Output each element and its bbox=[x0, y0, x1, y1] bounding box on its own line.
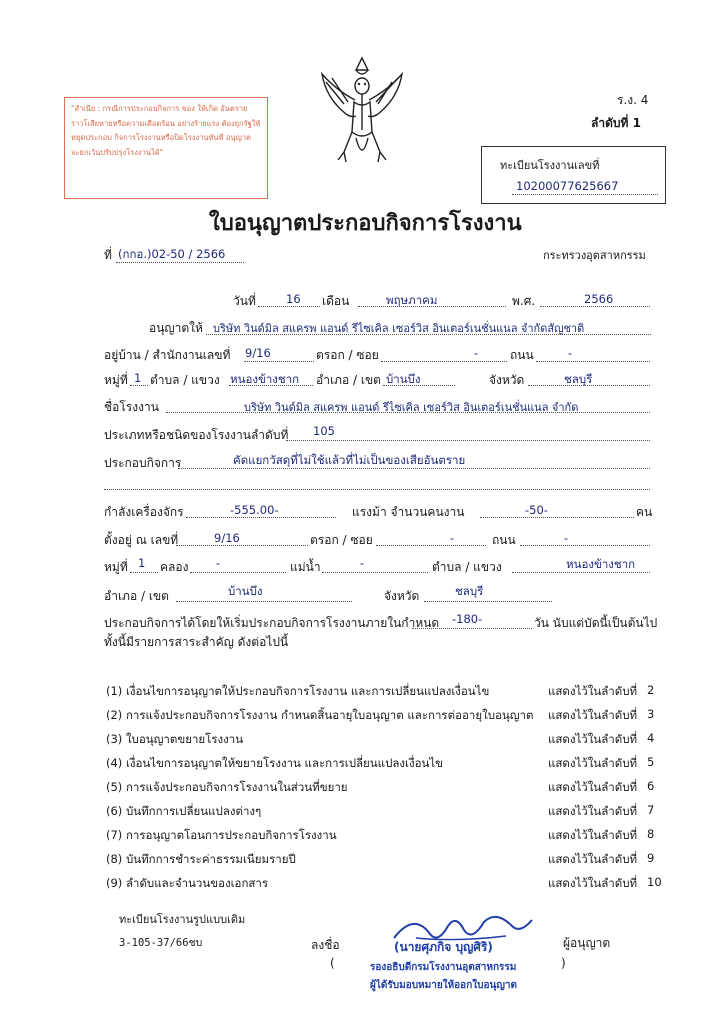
start-text-c: ทั้งนี้มีรายการสาระสำคัญ ดังต่อไปนี้ bbox=[104, 635, 289, 649]
office-province: ชลบุรี bbox=[564, 372, 593, 386]
list-item-num: 10 bbox=[647, 875, 662, 889]
office-tambon-label: ตำบล / แขวง bbox=[150, 373, 220, 387]
machine-value: -555.00- bbox=[230, 503, 279, 517]
list-item-ref: แสดงไว้ในลำดับที่ bbox=[548, 780, 638, 794]
river-label: แม่น้ำ bbox=[290, 560, 321, 574]
office-amphoe-label: อำเภอ / เขต bbox=[316, 373, 381, 387]
list-item: (2) การแจ้งประกอบกิจการโรงงาน กำหนดสิ้นอายุใบอนุญาต และการต่ออายุใบอนุญาต bbox=[106, 708, 534, 722]
list-item-ref: แสดงไว้ในลำดับที่ bbox=[548, 684, 638, 698]
list-item: (7) การอนุญาตโอนการประกอบกิจการโรงงาน bbox=[106, 828, 337, 842]
form-code: ร.ง. 4 bbox=[617, 93, 649, 107]
ministry: กระทรวงอุตสาหกรรม bbox=[543, 249, 646, 262]
list-item-ref: แสดงไว้ในลำดับที่ bbox=[548, 804, 638, 818]
garuda-emblem-icon bbox=[316, 52, 408, 172]
factory-name-value: บริษัท วินด์มิล สแครพ แอนด์ รีไซเคิล เซอร์วิส อินเตอร์เนชั่นแนล จำกัด bbox=[244, 401, 579, 414]
signed-label: ลงชื่อ bbox=[311, 938, 340, 952]
licensee-value: บริษัท วินด์มิล สแครพ แอนด์ รีไซเคิล เซอร์วิส อินเตอร์เนชั่นแนล จำกัดสัญชาติ bbox=[213, 322, 585, 335]
office-soi: - bbox=[474, 346, 479, 360]
workers-value: -50- bbox=[525, 503, 548, 517]
year-label: พ.ศ. bbox=[512, 294, 536, 308]
year-value: 2566 bbox=[584, 292, 614, 306]
location-soi-label: ตรอก / ซอย bbox=[310, 533, 373, 547]
registration-label: ทะเบียนโรงงานเลขที่ bbox=[500, 159, 600, 172]
workers-unit: คน bbox=[636, 505, 653, 519]
list-item-num: 5 bbox=[647, 755, 655, 769]
list-item-ref: แสดงไว้ในลำดับที่ bbox=[548, 828, 638, 842]
location-tambon-label: ตำบล / แขวง bbox=[432, 560, 502, 574]
list-item: (5) การแจ้งประกอบกิจการโรงงานในส่วนที่ขยาย bbox=[106, 780, 348, 794]
office-moo: 1 bbox=[134, 371, 142, 385]
location-moo: 1 bbox=[138, 556, 146, 570]
list-item-num: 7 bbox=[647, 803, 655, 817]
reference-number: (กกอ.)02-50 / 2566 bbox=[118, 247, 226, 261]
list-item-num: 4 bbox=[647, 731, 655, 745]
signer-delegate: ผู้ได้รับมอบหมายให้ออกใบอนุญาต bbox=[370, 980, 517, 991]
list-item-ref: แสดงไว้ในลำดับที่ bbox=[548, 852, 638, 866]
list-item-num: 9 bbox=[647, 851, 655, 865]
office-tambon: หนองข้างชาก bbox=[230, 372, 300, 386]
warning-stamp: "สำเนีย : กรณีการประกอบกิจการ ของ ให้เกิด อันตราย ราวโเสียหายหรือความเดือดร้อน อย่างร้ายแรง ต้องยุกรัฐให้หยุดประกอบ กิจการโรงงานหรือปิดโรงงานทันที อนุญาต จะยกเว้นปรับปรุงโรงงานได้" bbox=[64, 97, 268, 199]
location-amphoe: บ้านบึง bbox=[228, 584, 263, 598]
office-amphoe: บ้านบึง bbox=[386, 372, 421, 386]
machine-label: กำลังเครื่องจักร bbox=[104, 505, 184, 519]
list-item-num: 8 bbox=[647, 827, 655, 841]
list-item-num: 3 bbox=[647, 707, 655, 721]
page-title: ใบอนุญาตประกอบกิจการโรงงาน bbox=[209, 210, 522, 236]
signer-title: รองอธิบดีกรมโรงงานอุตสาหกรรม bbox=[370, 962, 517, 973]
hp-workers-label: แรงม้า จำนวนคนงาน bbox=[352, 505, 465, 519]
day-value: 16 bbox=[286, 292, 301, 306]
list-item-num: 6 bbox=[647, 779, 655, 793]
list-item-ref: แสดงไว้ในลำดับที่ bbox=[548, 756, 638, 770]
location-amphoe-label: อำเภอ / เขต bbox=[104, 589, 169, 603]
office-province-label: จังหวัด bbox=[489, 373, 525, 387]
signer-name: (นายศุภกิจ บุญศิริ) bbox=[394, 940, 493, 954]
office-label: อยู่บ้าน / สำนักงานเลขที่ bbox=[104, 348, 231, 362]
office-moo-label: หมู่ที่ bbox=[104, 373, 128, 387]
location-road-label: ถนน bbox=[492, 533, 516, 547]
list-item-ref: แสดงไว้ในลำดับที่ bbox=[548, 732, 638, 746]
list-item: (4) เงื่อนไขการอนุญาตให้ขยายโรงงาน และการเปลี่ยนแปลงเงื่อนไข bbox=[106, 756, 443, 770]
location-province: ชลบุรี bbox=[455, 584, 484, 598]
business-value: คัดแยกวัสดุที่ไม่ใช้แล้วที่ไม่เป็นของเสียอันตราย bbox=[233, 453, 466, 467]
office-road: - bbox=[568, 346, 573, 360]
factory-type-label: ประเภทหรือชนิดของโรงงานลำดับที่ bbox=[104, 428, 289, 442]
list-item: (9) ลำดับและจำนวนของเอกสาร bbox=[106, 876, 269, 890]
location-moo-label: หมู่ที่ bbox=[104, 560, 128, 574]
office-soi-label: ตรอก / ซอย bbox=[316, 348, 379, 362]
business-label: ประกอบกิจการ bbox=[104, 456, 182, 470]
office-road-label: ถนน bbox=[510, 348, 534, 362]
location-number: 9/16 bbox=[214, 531, 240, 545]
start-text-a: ประกอบกิจการได้โดยให้เริ่มประกอบกิจการโรงงานภายในกำหนด bbox=[104, 616, 440, 630]
old-registration-label: ทะเบียนโรงงานรูปแบบเดิม bbox=[119, 913, 246, 926]
registration-number: 10200077625667 bbox=[516, 179, 619, 193]
location-road: - bbox=[564, 531, 569, 545]
start-days: -180- bbox=[452, 612, 483, 626]
list-item-ref: แสดงไว้ในลำดับที่ bbox=[548, 708, 638, 722]
location-province-label: จังหวัด bbox=[384, 589, 420, 603]
river-value: - bbox=[360, 556, 365, 570]
day-label: วันที่ bbox=[233, 294, 256, 308]
registration-box bbox=[481, 146, 666, 204]
canal-label: คลอง bbox=[160, 560, 189, 574]
paren-open: ( bbox=[330, 956, 335, 970]
licensor-label: ผู้อนุญาต bbox=[563, 936, 611, 950]
paren-close: ) bbox=[561, 956, 566, 970]
start-text-b: วัน นับแต่บัดนี้เป็นต้นไป bbox=[534, 616, 658, 630]
location-soi: - bbox=[450, 531, 455, 545]
office-number: 9/16 bbox=[245, 346, 271, 360]
month-label: เดือน bbox=[322, 294, 350, 308]
month-value: พฤษภาคม bbox=[386, 293, 438, 307]
canal-value: - bbox=[216, 556, 221, 570]
list-item: (1) เงื่อนไขการอนุญาตให้ประกอบกิจการโรงงาน และการเปลี่ยนแปลงเงื่อนไข bbox=[106, 684, 490, 698]
location-tambon: หนองข้างชาก bbox=[566, 557, 636, 571]
list-item-num: 2 bbox=[647, 683, 655, 697]
reference-label: ที่ bbox=[104, 248, 112, 262]
list-item: (3) ใบอนุญาตขยายโรงงาน bbox=[106, 732, 244, 746]
licensee-label: อนุญาตให้ bbox=[149, 321, 203, 335]
list-item: (6) บันทึกการเปลี่ยนแปลงต่างๆ bbox=[106, 804, 262, 818]
factory-type-value: 105 bbox=[313, 424, 335, 438]
location-label: ตั้งอยู่ ณ เลขที่ bbox=[104, 533, 179, 547]
list-item: (8) บันทึกการชำระค่าธรรมเนียมรายปี bbox=[106, 852, 296, 866]
order-number: ลำดับที่ 1 bbox=[591, 116, 641, 130]
old-registration-number: 3-105-37/66ชบ bbox=[119, 937, 203, 949]
list-item-ref: แสดงไว้ในลำดับที่ bbox=[548, 876, 638, 890]
factory-name-label: ชื่อโรงงาน bbox=[104, 400, 159, 414]
